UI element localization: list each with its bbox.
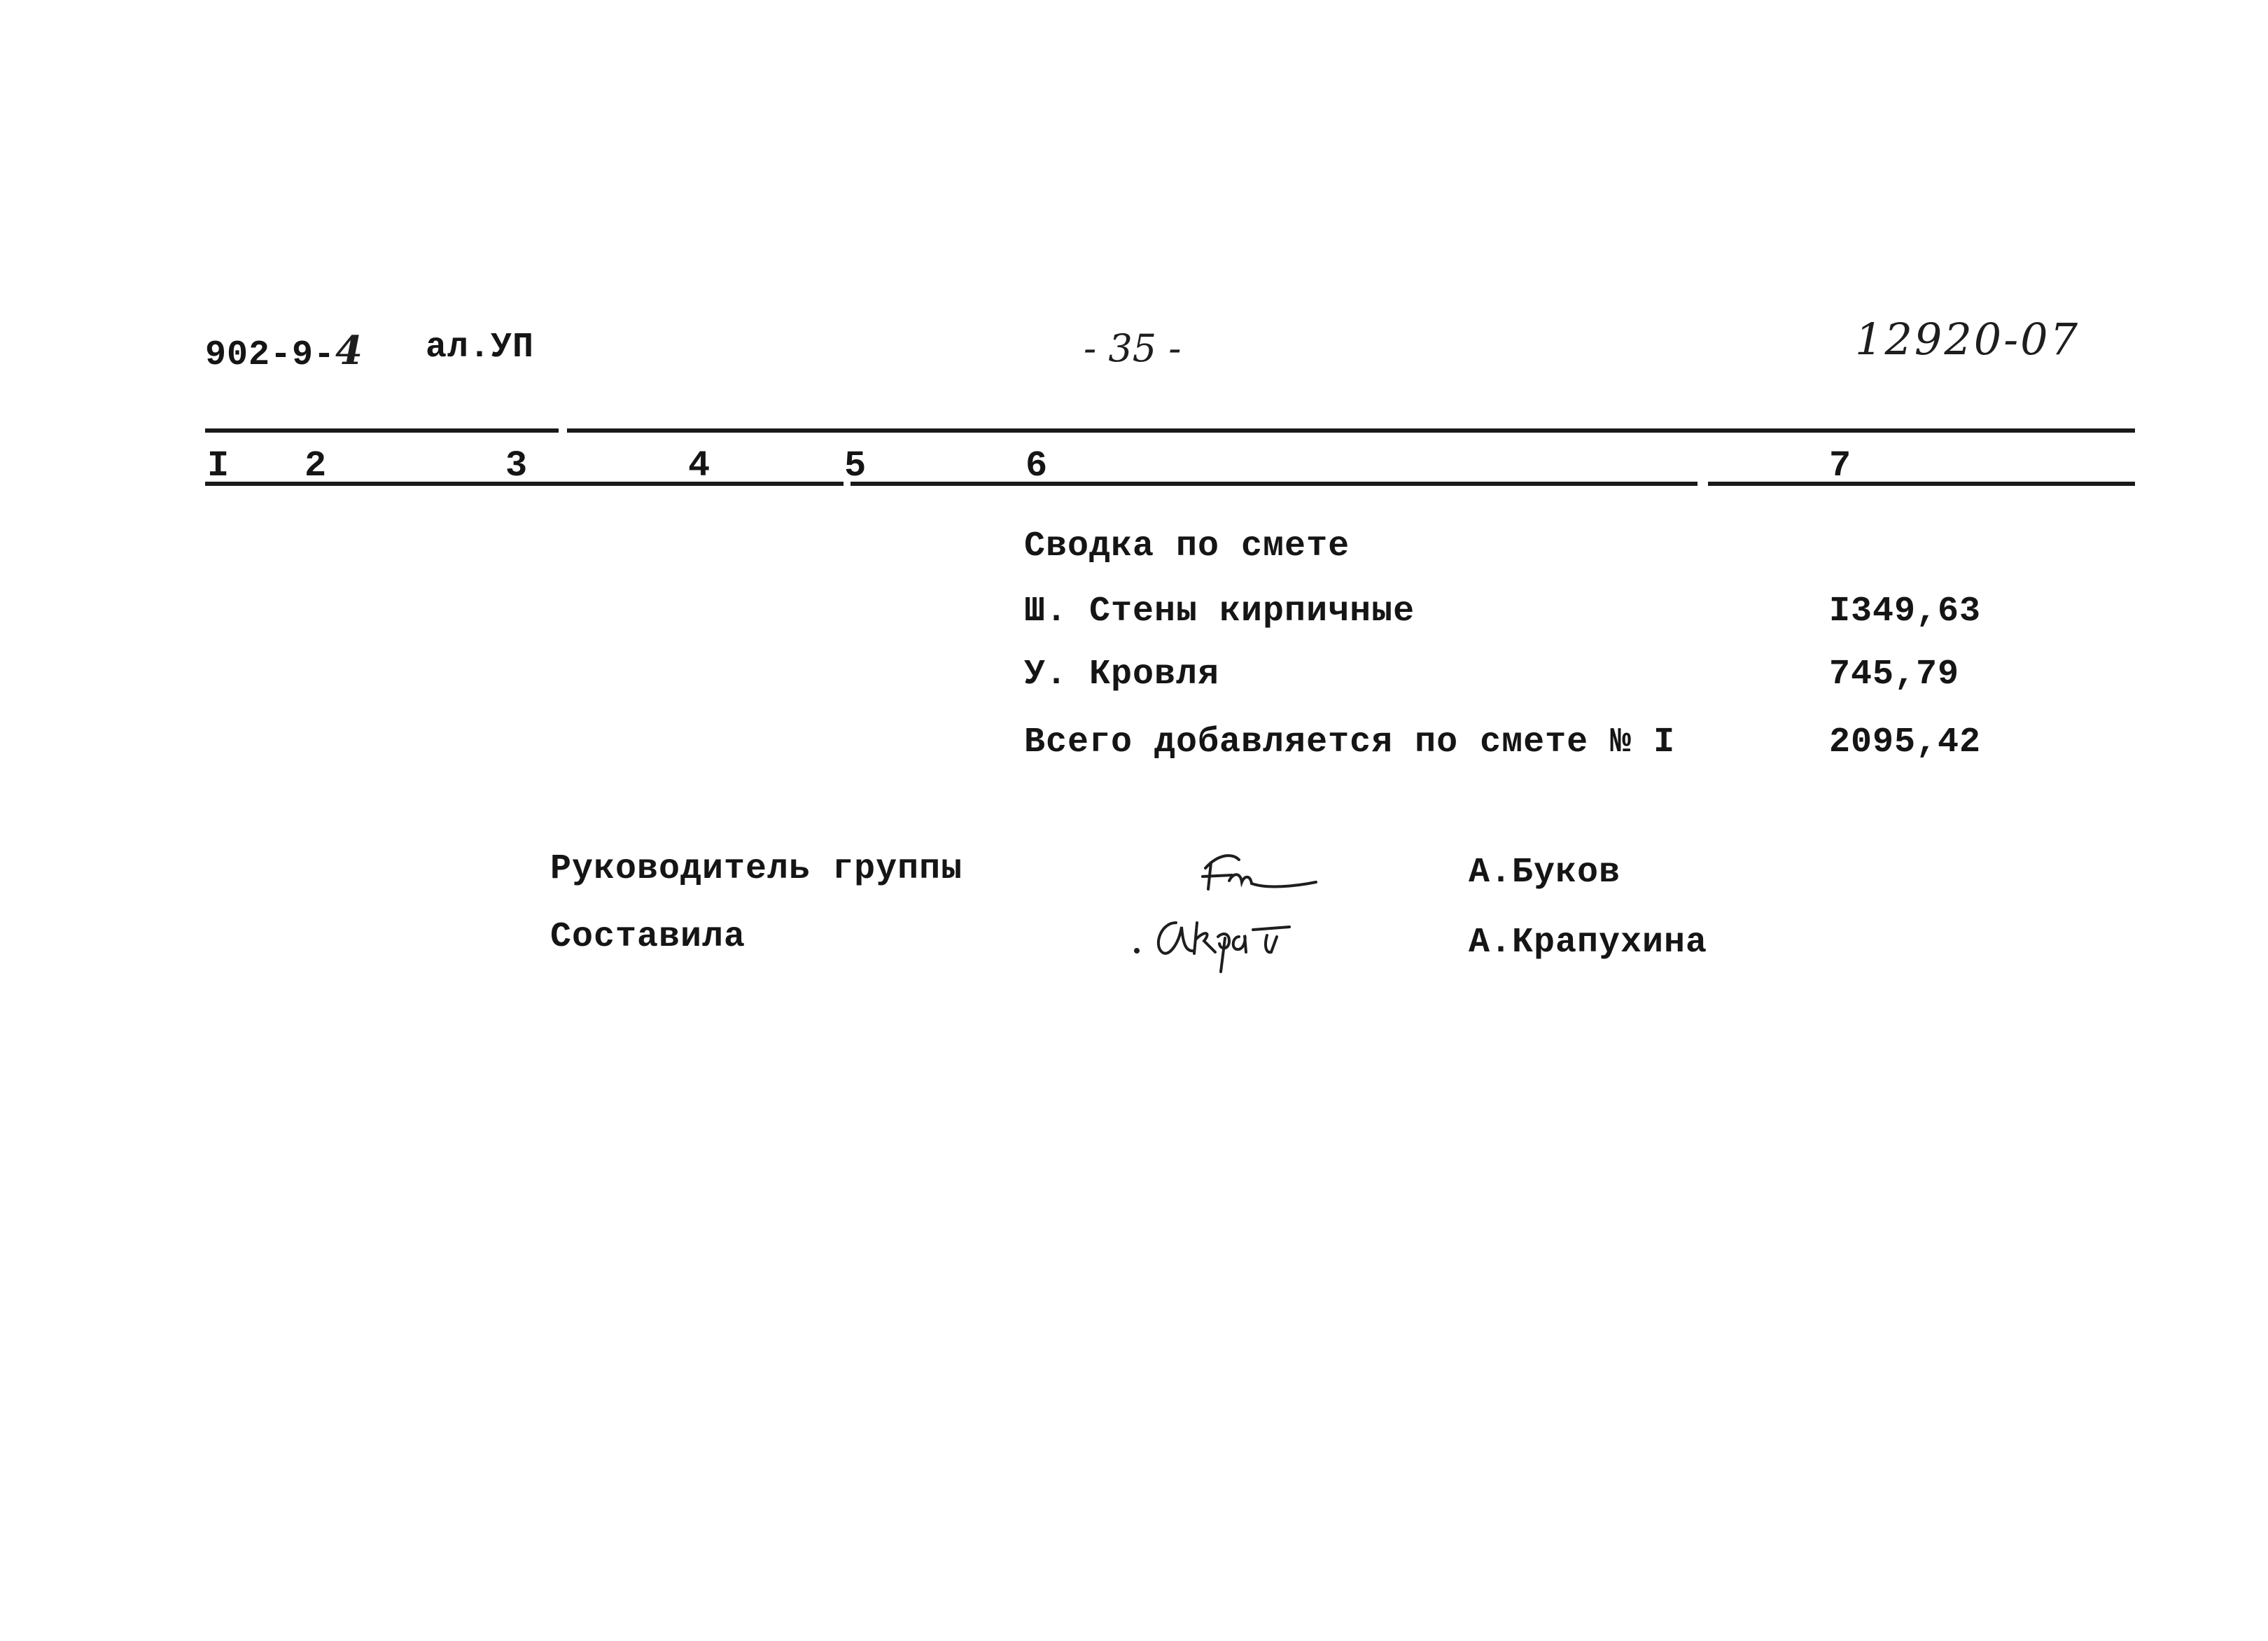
- signature-name-krapukhina: А.Крапухина: [1469, 923, 1708, 963]
- bottom-rule-middle: [850, 482, 1698, 486]
- archive-number: 12920-07: [1855, 314, 2080, 365]
- summary-row-label: У. Кровля: [1024, 655, 1220, 694]
- column-number-6: 6: [1026, 445, 1048, 487]
- signature-role-compiler: Составила: [550, 917, 746, 957]
- column-number-3: 3: [505, 445, 528, 487]
- album-label: ал.УП: [426, 328, 535, 368]
- document-code-typed: 902-9-: [205, 335, 336, 375]
- handwritten-signature-krapukhina: [1127, 902, 1323, 979]
- summary-row-value: 745,79: [1829, 655, 1960, 694]
- signature-role-group-leader: Руководитель группы: [550, 849, 963, 889]
- summary-row-label: Ш. Стены кирпичные: [1024, 592, 1415, 631]
- handwritten-signature-bukov: [1190, 840, 1323, 903]
- signature-name-bukov: А.Буков: [1469, 853, 1621, 893]
- column-number-2: 2: [304, 445, 327, 487]
- top-rule-left: [205, 428, 559, 433]
- column-number-5: 5: [844, 445, 867, 487]
- column-number-4: 4: [688, 445, 710, 487]
- summary-title: Сводка по смете: [1024, 526, 1350, 566]
- summary-total-value: 2095,42: [1829, 722, 1982, 762]
- document-code: [205, 328, 363, 375]
- page-number: - 35 -: [1084, 326, 1182, 370]
- top-rule-right: [567, 428, 2135, 433]
- bottom-rule-right: [1708, 482, 2135, 486]
- summary-row-value: I349,63: [1829, 592, 1982, 631]
- summary-total-label: Всего добавляется по смете № I: [1024, 722, 1676, 762]
- column-number-1: I: [207, 445, 230, 487]
- document-code-handwritten: 4: [335, 328, 363, 374]
- column-number-7: 7: [1829, 445, 1851, 487]
